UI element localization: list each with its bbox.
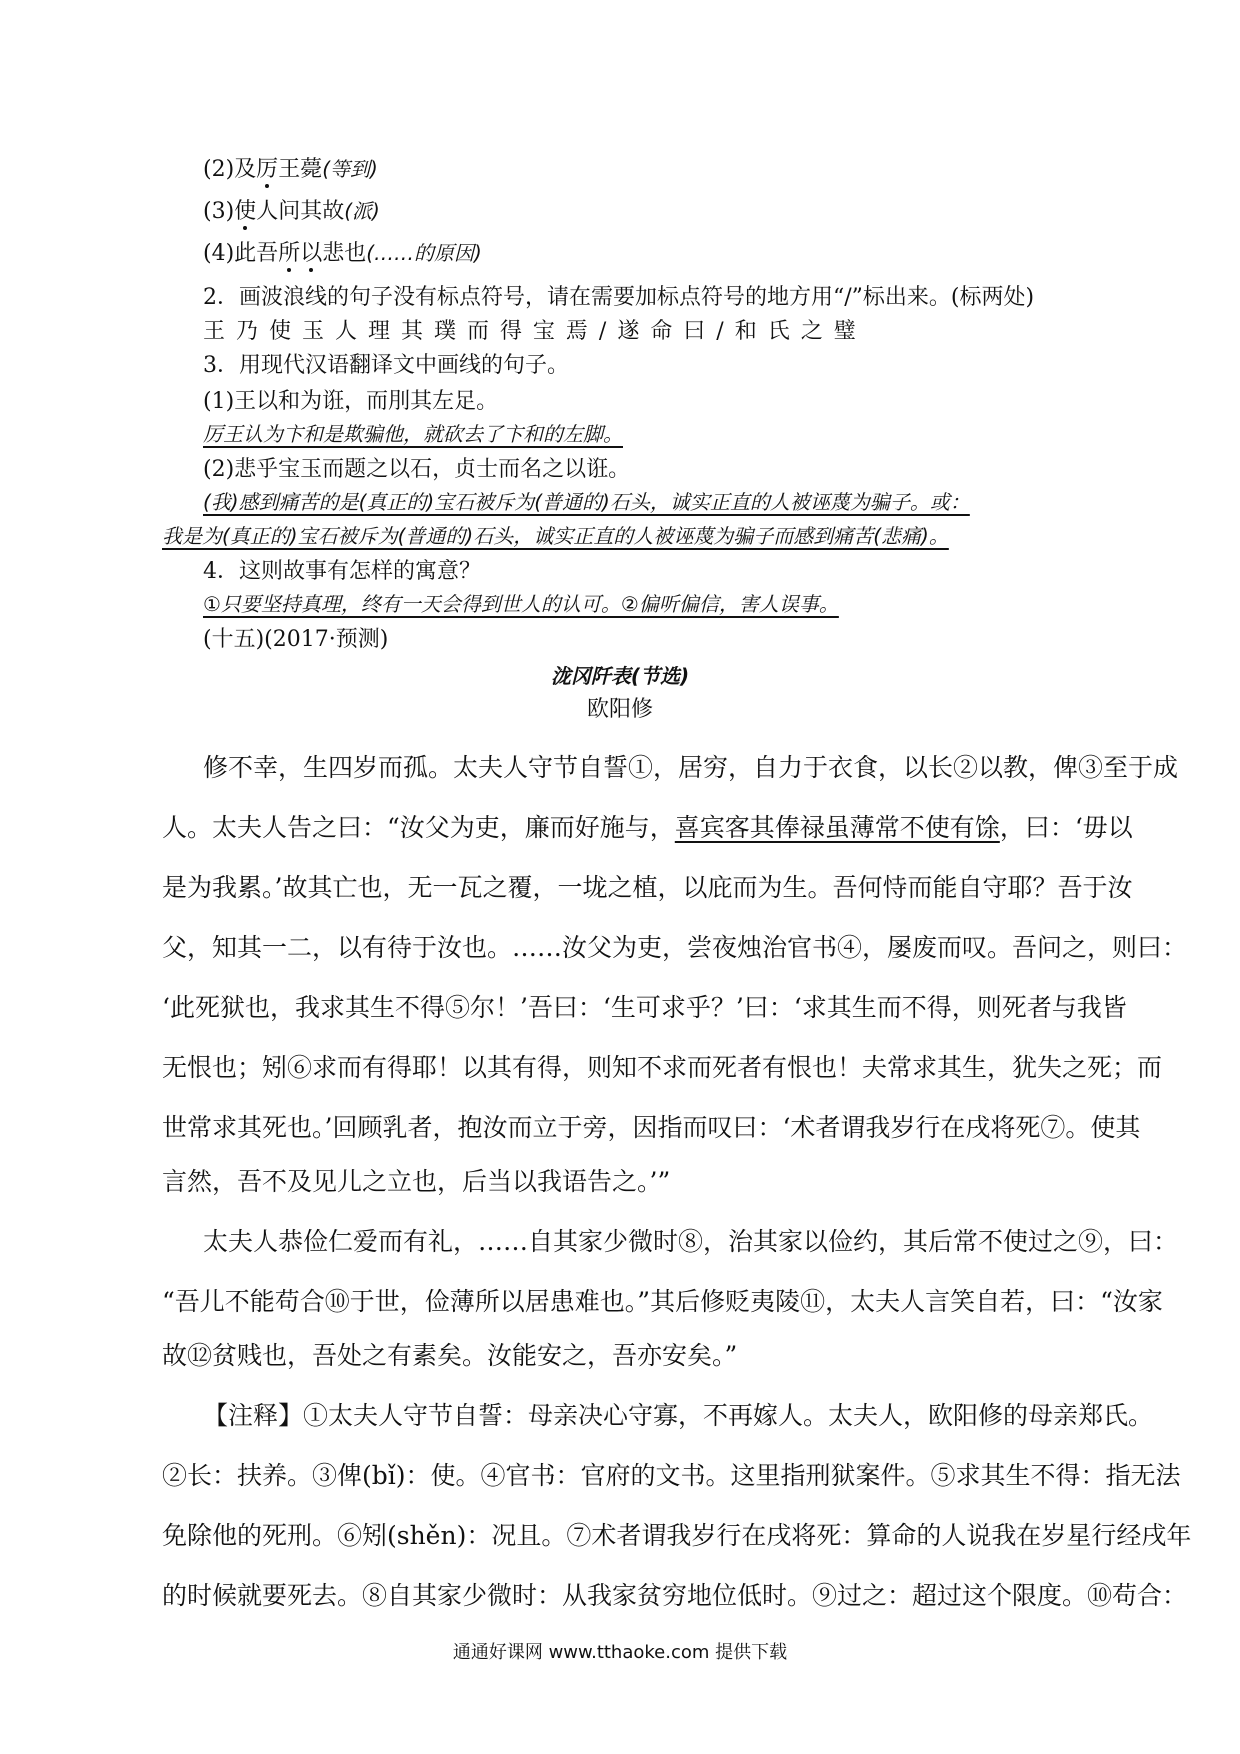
q1-item-4-dotted-1: 所 — [278, 241, 301, 266]
passage-line-5: ‘此死狱也，我求其生不得⑤尔！’吾曰：‘生可求乎？’曰：‘求其生而不得，则死者与我皆 — [162, 993, 1127, 1022]
q1-item-2-dotted: 厉 — [256, 157, 279, 182]
notes-line-2: ②长：扶养。③俾(bǐ)：使。④官书：官府的文书。这里指刑狱案件。⑤求其生不得：指无法 — [162, 1461, 1181, 1490]
notes-line-4: 的时候就要死去。⑧自其家少微时：从我家贫穷地位低时。⑨过之：超过这个限度。⑩苟合： — [162, 1581, 1188, 1610]
passage-line-3: 是为我累。’故其亡也，无一瓦之覆，一垅之植，以庇而为生。吾何恃而能自守耶？吾于汝 — [162, 873, 1133, 902]
q1-item-4-pre: (4)此吾 — [203, 241, 279, 266]
passage-line-6: 无恨也；矧⑥求而有得耶！以其有得，则知不求而死者有恨也！夫常求其生，犹失之死；而 — [162, 1053, 1163, 1082]
q1-item-2-post: 王薨 — [278, 157, 323, 182]
q1-item-2 — [203, 152, 378, 183]
q2-sentence: 王 乃 使 玉 人 理 其 璞 而 得 宝 焉 / 遂 命 曰 / 和 氏 之 璧 — [203, 319, 858, 344]
passage-line-9: 太夫人恭俭仁爱而有礼，……自其家少微时⑧，治其家以俭约，其后常不使过之⑨，曰： — [203, 1227, 1179, 1256]
q4-prompt: 4．这则故事有怎样的寓意？ — [203, 559, 481, 584]
q3-sentence-1: (1)王以和为诳，而刖其左足。 — [203, 389, 499, 414]
passage-line-8: 言然，吾不及见儿之立也，后当以我语告之。’” — [162, 1167, 671, 1196]
passage-author: 欧阳修 — [586, 697, 653, 722]
q3-sentence-2: (2)悲乎宝玉而题之以石，贞士而名之以诳。 — [203, 457, 631, 482]
q1-item-2-answer: (等到) — [322, 157, 378, 181]
q1-item-3-answer: (派) — [344, 199, 380, 223]
q4-answer: ①只要坚持真理，终有一天会得到世人的认可。②偏听偏信，害人误事。 — [203, 592, 839, 616]
passage-line-4: 父，知其一二，以有待于汝也。……汝父为吏，尝夜烛治官书④，屡废而叹。吾问之，则曰： — [162, 933, 1188, 962]
q1-item-2-pre: (2)及 — [203, 157, 257, 182]
q3-answer-2-line-1: (我)感到痛苦的是(真正的)宝石被斥为(普通的)石头，诚实正直的人被诬蔑为骗子。或： — [203, 490, 970, 514]
q1-item-3 — [203, 194, 380, 225]
q1-item-4-dotted-2: 以 — [300, 241, 323, 266]
q1-item-3-post: 人问其故 — [256, 199, 345, 224]
q2-prompt: 2．画波浪线的句子没有标点符号，请在需要加标点符号的地方用“/”标出来。(标两处) — [203, 285, 1035, 310]
notes-line-1: 【注释】①太夫人守节自誓：母亲决心守寡，不再嫁人。太夫人，欧阳修的母亲郑氏。 — [203, 1401, 1154, 1430]
q1-item-4-answer: (……的原因) — [366, 241, 482, 265]
passage-line-11: 故⑫贫贱也，吾处之有素矣。汝能安之，吾亦安矣。” — [162, 1341, 738, 1370]
notes-line-3: 免除他的死刑。⑥矧(shěn)：况且。⑦术者谓我岁行在戌将死：算命的人说我在岁星行经戌年 — [162, 1521, 1192, 1550]
passage-line-2 — [162, 808, 1133, 844]
passage-title: 泷冈阡表(节选) — [550, 664, 690, 688]
passage-line-2-post: ，曰：‘毋以 — [999, 813, 1133, 842]
passage-underlined-sentence: 喜宾客其俸禄虽薄常不使有馀 — [674, 813, 1000, 842]
q1-item-3-pre: (3) — [203, 199, 235, 224]
q3-answer-2-line-2: 我是为(真正的)宝石被斥为(普通的)石头，诚实正直的人被诬蔑为骗子而感到痛苦(悲痛)。 — [162, 524, 949, 548]
passage-line-7: 世常求其死也。’回顾乳者，抱汝而立于旁，因指而叹曰：‘术者谓我岁行在戌将死⑦。使其 — [162, 1113, 1141, 1142]
q3-prompt: 3．用现代汉语翻译文中画线的句子。 — [203, 353, 569, 378]
passage-line-2-pre: 人。太夫人告之曰：“汝父为吏，廉而好施与， — [162, 813, 675, 842]
passage-line-10: “吾儿不能苟合⑩于世，俭薄所以居患难也。”其后修贬夷陵⑪，太夫人言笑自若，曰：“汝家 — [162, 1287, 1163, 1316]
passage-line-1: 修不幸，生四岁而孤。太夫人守节自誓①，居穷，自力于衣食，以长②以教，俾③至于成 — [203, 753, 1179, 782]
q1-item-4-post: 悲也 — [322, 241, 367, 266]
page-footer: 通通好课网 www.tthaoke.com 提供下载 — [452, 1642, 788, 1663]
q3-answer-1: 厉王认为卞和是欺骗他，就砍去了卞和的左脚。 — [203, 422, 623, 446]
q1-item-3-dotted: 使 — [234, 199, 257, 224]
q1-item-4 — [203, 236, 482, 267]
section-label: (十五)(2017·预测) — [203, 627, 389, 652]
